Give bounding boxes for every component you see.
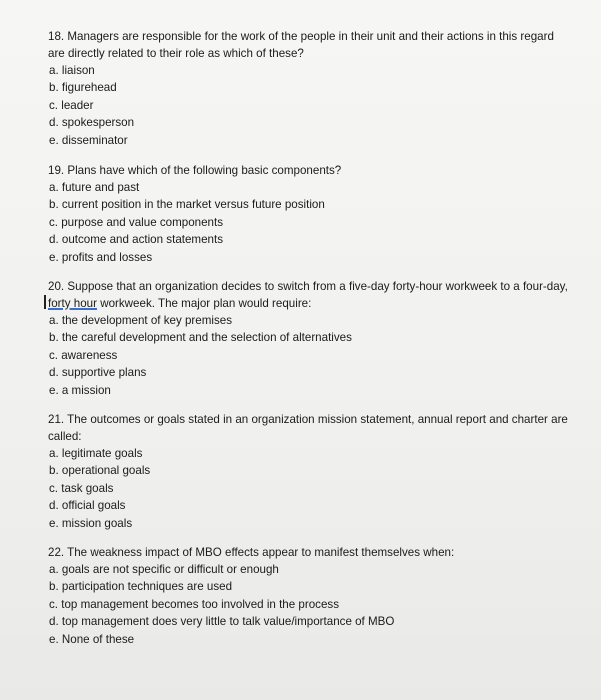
answer-option[interactable]: c. leader (49, 98, 94, 112)
stem-text: workweek. The major plan would require: (96, 297, 312, 310)
answer-option[interactable]: d. top management does very little to talk value/importance of MBO (49, 615, 395, 629)
answer-option[interactable]: c. top management becomes too involved in the process (49, 597, 340, 611)
text-cursor (44, 295, 46, 309)
answer-option[interactable]: e. mission goals (49, 516, 133, 530)
answer-option[interactable]: a. goals are not specific or difficult or enough (49, 563, 279, 576)
answer-option[interactable]: b. participation techniques are used (49, 580, 233, 594)
stem-text: 20. Suppose that an organization decides to switch from a five-day forty-hour workweek to a four-day, (48, 280, 568, 293)
answer-option[interactable]: d. outcome and action statements (49, 233, 224, 247)
answer-option[interactable]: a. the development of key premises (49, 314, 233, 327)
question-stem (48, 278, 568, 312)
answer-option[interactable]: c. awareness (49, 348, 118, 362)
answer-option[interactable]: a. legitimate goals (49, 447, 143, 460)
answer-option[interactable]: e. profits and losses (49, 250, 153, 264)
question-19 (48, 162, 568, 266)
question-20 (48, 278, 568, 399)
underlined-phrase: forty hour (48, 297, 97, 310)
answer-option[interactable]: e. None of these (49, 632, 135, 646)
answer-option[interactable]: d. official goals (49, 499, 126, 513)
answer-option[interactable]: c. task goals (49, 481, 114, 495)
answer-option[interactable]: b. figurehead (49, 81, 117, 95)
question-stem: 19. Plans have which of the following basic components? (48, 164, 342, 177)
answer-option[interactable]: a. liaison (49, 64, 95, 77)
answer-option[interactable]: e. a mission (49, 383, 111, 397)
answer-option[interactable]: d. spokesperson (49, 116, 135, 130)
question-18 (48, 28, 568, 149)
answer-option[interactable]: b. operational goals (49, 464, 151, 478)
question-22 (48, 544, 568, 648)
answer-option[interactable]: a. future and past (49, 181, 140, 194)
answer-option[interactable]: c. purpose and value components (49, 215, 224, 229)
answer-option[interactable]: d. supportive plans (49, 366, 147, 380)
answer-option[interactable]: b. current position in the market versus future position (49, 198, 325, 212)
answer-option[interactable]: e. disseminator (49, 133, 128, 147)
question-stem: 21. The outcomes or goals stated in an organization mission statement, annual report and charter are called: (48, 413, 568, 443)
question-21 (48, 411, 568, 532)
answer-option[interactable]: b. the careful development and the selection of alternatives (49, 331, 352, 345)
question-stem: 22. The weakness impact of MBO effects appear to manifest themselves when: (48, 546, 455, 559)
question-stem: 18. Managers are responsible for the work of the people in their unit and their actions in this regard are directly related to their role as which of these? (48, 30, 554, 60)
